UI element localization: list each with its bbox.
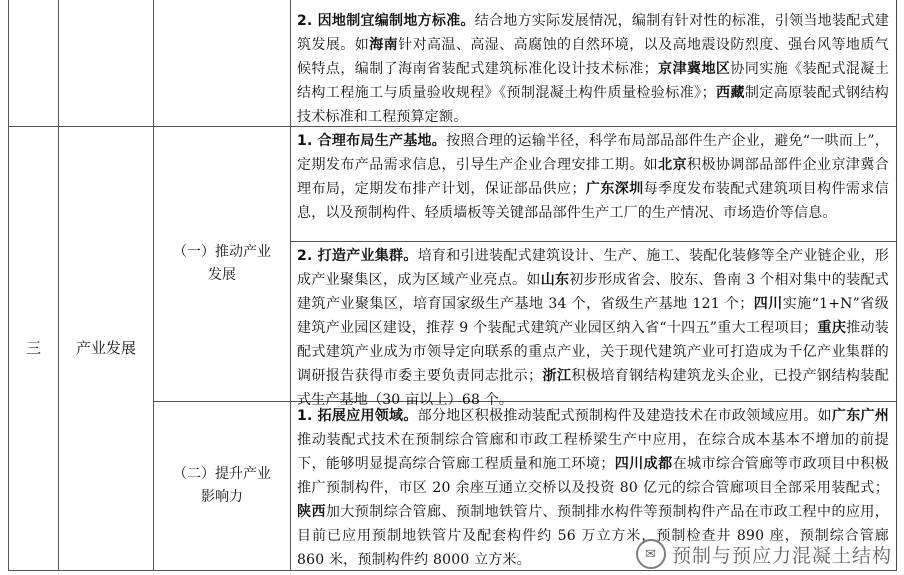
bold-segment: 西藏 — [715, 85, 745, 101]
row-divider-base — [290, 241, 897, 242]
bold-segment: 陕西 — [297, 504, 326, 520]
text-segment: 每季度发布装配式建筑项目构件需求信息，以及预制构件、轻质墙板等关键部品部件生产工厂的生产情况、市场造价等信息。 — [297, 181, 889, 221]
section-number-text: 三 — [25, 339, 41, 357]
section-title — [59, 127, 153, 570]
text-segment: 实施“1+N”省级建筑产业园区建设，推荐 9 个装配式建筑产业园区纳入省“十四五”重大工程项目； — [297, 296, 889, 336]
text-segment: 协同实施《装配式混凝土结构工程施工与质量验收规程》《预制混凝土构件质量检验标准》； — [297, 61, 890, 101]
bold-segment: 北京 — [658, 157, 688, 173]
subsection-promote — [154, 127, 290, 401]
bold-segment: 2. 打造产业集群。 — [297, 248, 418, 264]
bold-segment: 2. 因地制宜编制地方标准。 — [297, 13, 475, 29]
watermark-text: 预制与预应力混凝土结构 — [671, 544, 892, 567]
text-segment: 针对高温、高湿、高腐蚀的自然环境，以及高地震设防烈度、强台风等地质气候特点，编制了海南省装配式建筑标准化设计技术标准； — [297, 37, 889, 77]
text-segment: 积极培育钢结构建筑龙头企业，已投产钢结构装配式生产基地（30 亩以上）68 个。 — [297, 368, 889, 408]
bold-segment: 1. 拓展应用领域。 — [297, 408, 418, 424]
text-segment: 在城市综合管廊等市政项目中积极推广预制构件，市区 20 余座互通立交桥以及投资 80 亿元的综合管廊项目全部采用装配式； — [297, 456, 890, 496]
bold-segment: 海南 — [369, 37, 399, 53]
section-title-text: 产业发展 — [75, 339, 136, 357]
text-segment: 部分地区积极推动装配式预制构件及建造技术在市政领域应用。如 — [417, 408, 832, 424]
wechat-icon: ✉ — [636, 539, 666, 569]
watermark — [636, 539, 892, 569]
subsection-promote-line1: （一）推动产业 — [173, 244, 271, 260]
bold-segment: 四川成都 — [614, 456, 673, 472]
text-segment: 初步形成省会、胶东、鲁南 3 个相对集中的装配式建筑产业聚集区，培育国家级生产基地 34 个，省级生产基地 121 个； — [297, 272, 890, 312]
text-segment: 推动装配式技术在预制综合管廊和市政工程桥梁生产中应用，在综合成本基本不增加的前提下，能够明显提高综合管廊工程质量和施工环境； — [297, 432, 889, 472]
text-segment: 推动装配式建筑产业成为市领导定向联系的重点产业，关于现代建筑产业可打造成为千亿产业集群的调研报告获得市委主要负责同志批示； — [297, 320, 889, 384]
bold-segment: 四川 — [753, 296, 783, 312]
bold-segment: 山东 — [540, 272, 570, 288]
text-segment: 按照合理的运输半径，科学布局部品部件生产企业，避免“一哄而上”，定期发布产品需求信息，引导生产企业合理安排工期。如 — [297, 133, 889, 173]
paragraph-local-standards — [297, 9, 889, 129]
subsection-influence — [154, 402, 290, 570]
paragraph-industry-cluster — [297, 244, 889, 412]
paragraph-production-base — [297, 129, 889, 225]
text-segment: 结合地方实际发展情况，编制有针对性的标准，引领当地装配式建筑发展。如 — [297, 13, 889, 53]
subsection-promote-line2: 发展 — [208, 267, 236, 283]
bold-segment: 1. 合理布局生产基地。 — [297, 133, 447, 149]
bold-segment: 重庆 — [817, 320, 847, 336]
subsection-influence-line1: （二）提升产业 — [173, 466, 271, 482]
bold-segment: 广东深圳 — [585, 181, 644, 197]
bold-segment: 浙江 — [542, 368, 572, 384]
subsection-influence-line2: 影响力 — [201, 489, 243, 505]
text-segment: 加大预制综合管廊、预制地铁管片、预制排水构件等预制构件产品在市政工程中的应用，目前已应用预制地铁管片及配套构件约 56 万立方米，预制检查井 890 座，预制综合管廊 860 米，预制构件约 8000 立方米。 — [297, 504, 889, 568]
text-segment: 培育和引进装配式建筑设计、生产、施工、装配化装修等全产业链企业，形成产业聚集区，成为区域产业亮点。如 — [297, 248, 889, 288]
bold-segment: 广东广州 — [831, 408, 889, 424]
section-number — [9, 127, 58, 570]
text-segment: 积极协调部品部件企业京津冀合理布局，定期发布排产计划，保证部品供应； — [297, 157, 889, 197]
text-segment: 制定高原装配式钢结构技术标准和工程预算定额。 — [297, 85, 890, 125]
col-divider-3 — [290, 0, 291, 571]
bold-segment: 京津冀地区 — [657, 61, 731, 77]
